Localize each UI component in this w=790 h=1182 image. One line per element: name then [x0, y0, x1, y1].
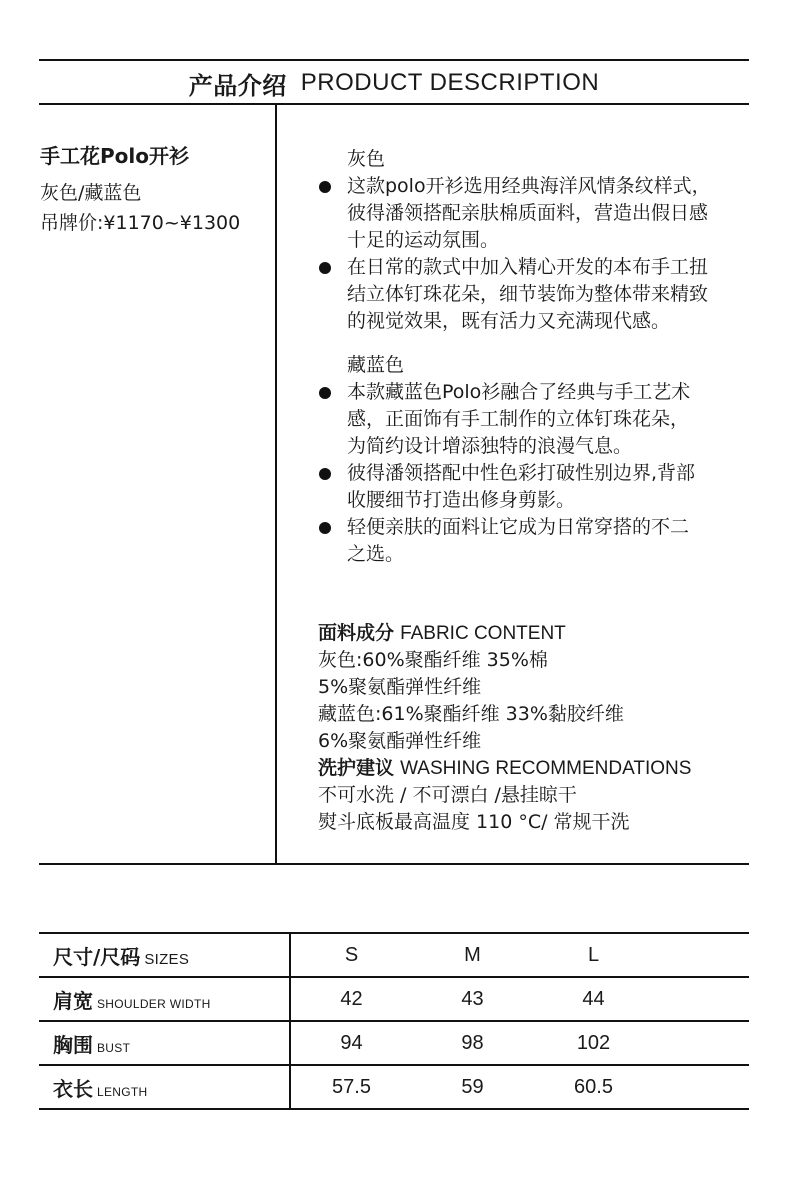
row-label: 衣长 LENGTH [39, 1065, 290, 1109]
color-title: 藏蓝色 [347, 354, 405, 376]
row-label: 胸围 BUST [39, 1021, 290, 1065]
table-row [39, 977, 749, 1021]
title-en: PRODUCT DESCRIPTION [300, 69, 600, 96]
title-cn: 产品介绍 [188, 71, 287, 100]
fabric-line: 5%聚氨酯弹性纤维 [318, 676, 482, 698]
product-price: 吊牌价:¥1170~¥1300 [40, 212, 241, 234]
product-name: 手工花Polo开衫 [40, 144, 189, 168]
table-cell: 98 [412, 1021, 533, 1065]
top-rule [39, 59, 749, 61]
description-bullet: 轻便亲肤的面料让它成为日常穿搭的不二 之选。 [318, 514, 750, 568]
page-title [39, 62, 749, 104]
gray-description [318, 146, 750, 335]
washing-line: 不可水洗 / 不可漂白 /悬挂晾干 [318, 784, 577, 806]
bullet-dot-icon [319, 181, 331, 193]
fabric-line: 灰色:60%聚酯纤维 35%棉 [318, 649, 548, 671]
table-cell: 60.5 [533, 1065, 654, 1109]
washing-heading: 洗护建议 WASHING RECOMMENDATIONS [318, 757, 692, 779]
description-bullet: 本款藏蓝色Polo衫融合了经典与手工艺术 感，正面饰有手工制作的立体钉珠花朵， 为简约设计增添独特的浪漫气息。 [318, 379, 750, 460]
table-cell: 42 [290, 977, 412, 1021]
column-divider [275, 105, 277, 865]
fabric-content [318, 620, 750, 836]
size-table [39, 932, 749, 1110]
table-cell: 57.5 [290, 1065, 412, 1109]
description-bullet: 这款polo开衫选用经典海洋风情条纹样式， 彼得潘领搭配亲肤棉质面料，营造出假日感 十足的运动氛围。 [318, 173, 750, 254]
size-m: M [412, 933, 533, 977]
fabric-line: 6%聚氨酯弹性纤维 [318, 730, 482, 752]
navy-description [318, 352, 750, 568]
table-row [39, 1021, 749, 1065]
size-label: 尺寸/尺码 SIZES [39, 933, 290, 977]
size-s: S [290, 933, 412, 977]
bullet-dot-icon [319, 262, 331, 274]
bullet-dot-icon [319, 522, 331, 534]
fabric-heading: 面料成分 FABRIC CONTENT [318, 622, 566, 644]
table-cell: 102 [533, 1021, 654, 1065]
description-bullet: 在日常的款式中加入精心开发的本布手工扭 结立体钉珠花朵，细节装饰为整体带来精致 的视觉效果，既有活力又充满现代感。 [318, 254, 750, 335]
size-l: L [533, 933, 654, 977]
table-cell: 94 [290, 1021, 412, 1065]
row-label: 肩宽 SHOULDER WIDTH [39, 977, 290, 1021]
washing-line: 熨斗底板最高温度 110 °C/ 常规干洗 [318, 811, 630, 833]
description-bullet: 彼得潘领搭配中性色彩打破性别边界,背部 收腰细节打造出修身剪影。 [318, 460, 750, 514]
product-details [318, 146, 750, 836]
table-cell: 43 [412, 977, 533, 1021]
bullet-dot-icon [319, 468, 331, 480]
size-header-row [39, 933, 749, 977]
table-row [39, 1065, 749, 1109]
fabric-line: 藏蓝色:61%聚酯纤维 33%黏胶纤维 [318, 703, 624, 725]
table-cell: 44 [533, 977, 654, 1021]
bullet-dot-icon [319, 387, 331, 399]
product-colors: 灰色/藏蓝色 [40, 182, 142, 204]
table-cell: 59 [412, 1065, 533, 1109]
color-title: 灰色 [347, 148, 386, 170]
section-bottom-rule [39, 863, 749, 865]
title-bottom-rule [39, 103, 749, 105]
product-summary [40, 140, 268, 238]
